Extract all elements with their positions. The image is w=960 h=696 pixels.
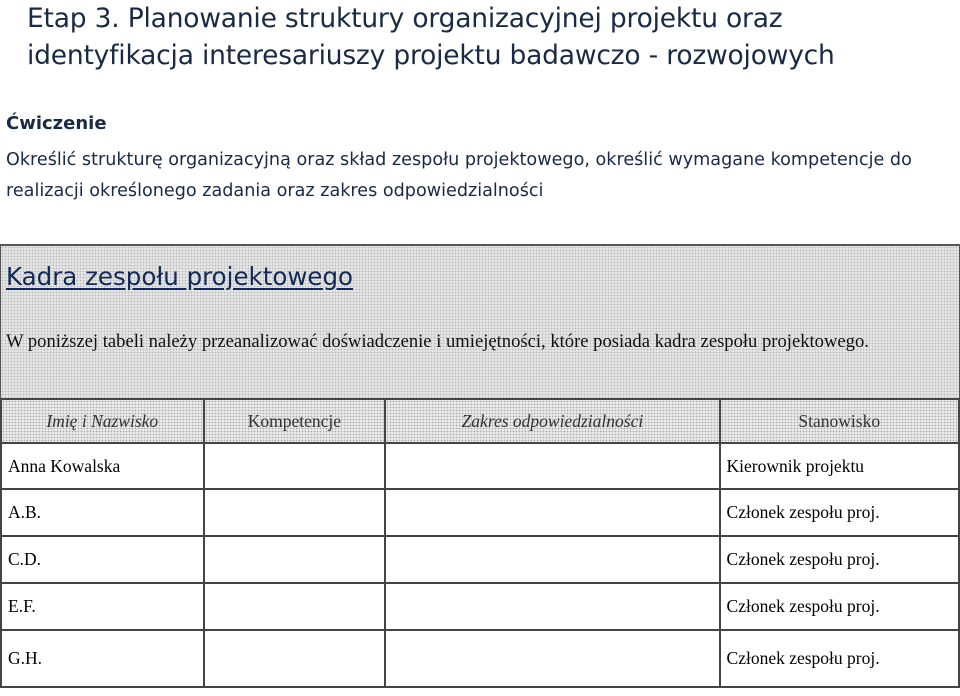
exercise-text: Określić strukturę organizacyjną oraz skład zespołu projektowego, określić wymagane kompetencje do realizacji określonego zadania oraz zakres odpowiedzialności [6,150,912,201]
cell-position[interactable]: Członek zespołu proj. [720,536,959,583]
cell-competences[interactable] [204,536,386,583]
cell-competences[interactable] [204,443,386,489]
exercise-heading: Ćwiczenie [6,113,107,134]
cell-scope[interactable] [385,536,719,583]
cell-position[interactable]: Kierownik projektu [720,443,959,489]
table-row [1,536,959,583]
column-header-position: Stanowisko [720,399,959,443]
table-row [1,630,959,687]
cell-name[interactable]: C.D. [1,536,204,583]
cell-competences[interactable] [204,630,386,687]
table-row [1,443,959,489]
cell-scope[interactable] [385,583,719,630]
cell-name[interactable]: E.F. [1,583,204,630]
table-header-row [1,399,959,443]
panel-text: W poniższej tabeli należy przeanalizować doświadczenie i umiejętności, które posiada kadra zespołu projektowego. [6,331,869,352]
staff-table [0,398,960,688]
cell-scope[interactable] [385,443,719,489]
column-header-scope: Zakres odpowiedzialności [385,399,719,443]
panel-title: Kadra zespołu projektowego [6,262,353,291]
table-row [1,583,959,630]
cell-position[interactable]: Członek zespołu proj. [720,630,959,687]
cell-position[interactable]: Członek zespołu proj. [720,489,959,536]
cell-name[interactable]: G.H. [1,630,204,687]
column-header-competences: Kompetencje [204,399,386,443]
column-header-name: Imię i Nazwisko [1,399,204,443]
cell-competences[interactable] [204,489,386,536]
cell-scope[interactable] [385,630,719,687]
cell-name[interactable]: A.B. [1,489,204,536]
table-row [1,489,959,536]
cell-position[interactable]: Członek zespołu proj. [720,583,959,630]
page-title: Etap 3. Planowanie struktury organizacyjnej projektu oraz identyfikacja interesariuszy projektu badawczo - rozwojowych [27,3,835,71]
cell-scope[interactable] [385,489,719,536]
cell-name[interactable]: Anna Kowalska [1,443,204,489]
cell-competences[interactable] [204,583,386,630]
